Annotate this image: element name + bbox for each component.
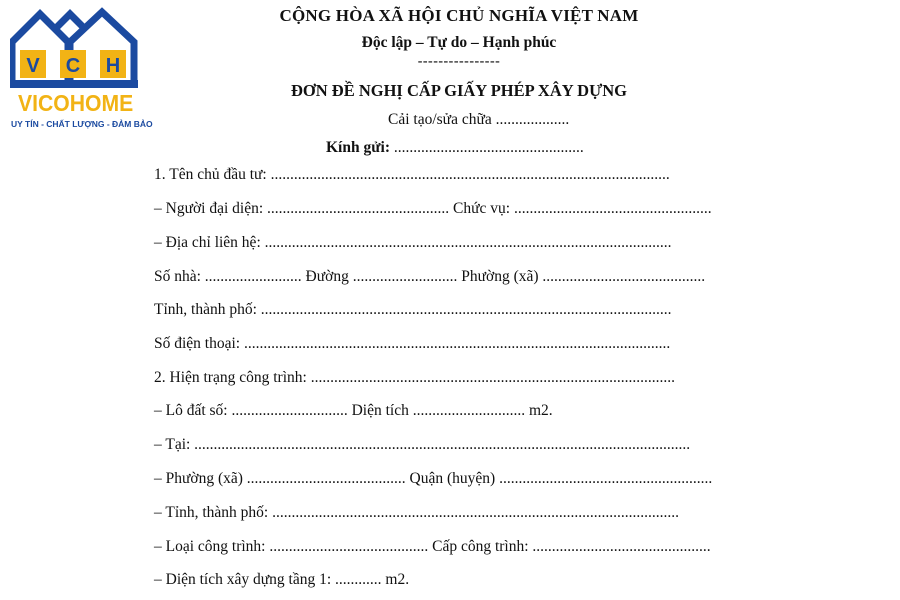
form-line-floor-area[interactable]: – Diện tích xây dựng tầng 1: ............ m2. [154, 571, 410, 588]
logo-letter-c: C [65, 55, 81, 77]
logo-brand-name: VICOHOME [18, 90, 134, 116]
form-line-representative[interactable]: – Người đại diện: ............................................... Chức vụ: ................................................... [154, 200, 712, 217]
form-line-lot-number[interactable]: – Lô đất số: .............................. Diện tích ............................. m2. [154, 402, 553, 419]
logo-letter-v: V [26, 55, 40, 77]
form-line-building-type[interactable]: – Loại công trình: ......................................... Cấp công trình: .............................................. [154, 538, 711, 555]
recipient-field[interactable]: ................................................. [390, 139, 584, 156]
national-title: CỘNG HÒA XÃ HỘI CHỦ NGHĨA VIỆT NAM [279, 6, 639, 25]
form-line-owner[interactable]: 1. Tên chủ đầu tư: ....................................................................................................... [154, 166, 670, 183]
form-title: ĐƠN ĐỀ NGHỊ CẤP GIẤY PHÉP XÂY DỰNG [291, 81, 627, 100]
form-line-province[interactable]: Tỉnh, thành phố: .......................................................................................................... [154, 301, 672, 318]
form-line-site-province[interactable]: – Tỉnh, thành phố: ......................................................................................................... [154, 504, 679, 521]
header-divider: ---------------- [417, 54, 501, 69]
recipient-label: Kính gửi: [326, 139, 390, 156]
form-line-contact-address[interactable]: – Địa chỉ liên hệ: ......................................................................................................... [154, 234, 672, 251]
form-line-location[interactable]: – Tại: ................................................................................................................................ [154, 436, 691, 453]
logo-slogan: UY TÍN - CHẤT LƯỢNG - ĐẢM BẢO [11, 119, 153, 129]
form-line-current-status[interactable]: 2. Hiện trạng công trình: .............................................................................................. [154, 369, 675, 386]
national-motto: Độc lập – Tự do – Hạnh phúc [361, 34, 557, 51]
form-line-phone[interactable]: Số điện thoại: .............................................................................................................. [154, 335, 671, 352]
logo-letter-h: H [105, 55, 121, 77]
recipient-line [326, 139, 584, 157]
form-line-ward-district[interactable]: – Phường (xã) ......................................... Quận (huyện) ....................................................... [154, 470, 713, 487]
form-subtitle: Cải tạo/sửa chữa ................... [388, 111, 570, 128]
form-line-house-number[interactable]: Số nhà: ......................... Đường ........................... Phường (xã) .......................................... [154, 268, 706, 285]
